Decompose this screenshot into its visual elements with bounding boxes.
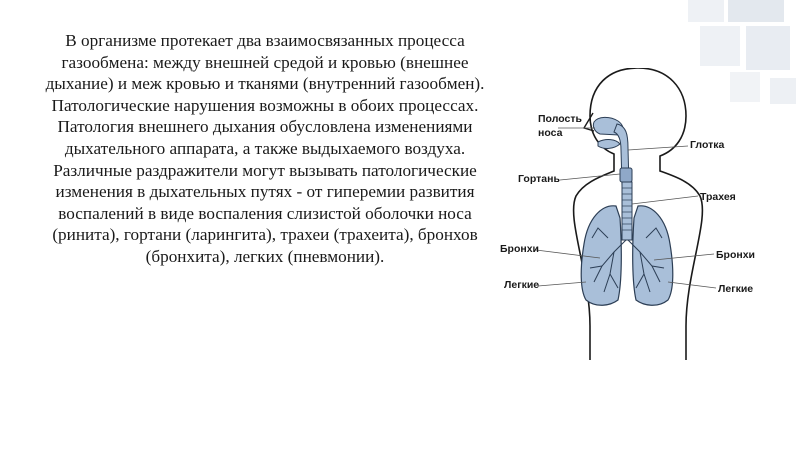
- decorative-square: [746, 26, 790, 70]
- larynx: [620, 168, 632, 182]
- right-lung: [633, 206, 673, 305]
- label-pharynx: Глотка: [690, 139, 725, 151]
- trachea: [622, 182, 632, 240]
- label-bronchi-left: Бронхи: [500, 243, 540, 255]
- left-lung: [581, 206, 621, 305]
- label-bronchi-right: Бронхи: [716, 249, 756, 261]
- label-lungs-left: Легкие: [504, 279, 540, 291]
- respiratory-system-diagram: [498, 68, 778, 360]
- decorative-square: [728, 0, 784, 22]
- label-nasal-cavity-line2: носа: [538, 127, 563, 139]
- label-lungs-right: Легкие: [718, 283, 754, 295]
- label-nasal-cavity: Полость: [538, 113, 582, 125]
- decorative-square: [688, 0, 724, 22]
- label-larynx: Гортань: [518, 173, 560, 185]
- decorative-square: [700, 26, 740, 66]
- label-trachea: Трахея: [700, 191, 736, 203]
- mouth-cavity: [598, 140, 620, 149]
- body-paragraph: В организме протекает два взаимосвязанных процесса газообмена: между внешней средой и кровью (внешнее дыхание) и меж кровью и тканями (внутренний газообмен). Патологические нарушения возможны в обоих процессах. Патология внешнего дыхания обусловлена изменениями дыхательного аппарата, а также выдыхаемого воздуха. Различные раздражители могут вызывать патологические изменения в дыхательных путях - от гиперемии развития воспалений в виде воспаления слизистой оболочки носа (ринита), гортани (ларингита), трахеи (трахеита), бронхов (бронхита), легких (пневмонии).: [45, 31, 485, 266]
